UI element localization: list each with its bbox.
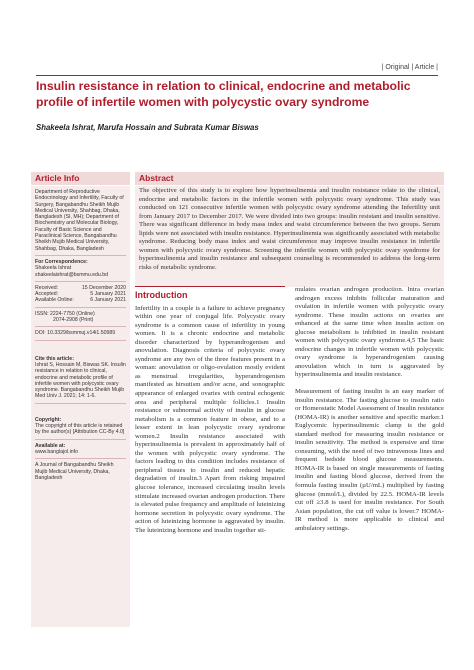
- available-label: Available at:: [35, 442, 66, 449]
- intro-paragraph: Measurement of fasting insulin is an easy marker of insulin resistance. The fasting glucose to insulin ratio or Homeostatic Model Assessment of Insulin resistance (HOMA-IR) is another sensitive and specific marker.1 Euglycemic hyperinsulinemic clamp is the gold standard method for measuring insulin resistance or insulin sensitivity. The method is expensive and time consuming, with the need of two intravenous lines and frequent bedside blood glucose measurements. HOMA-IR is based on single measurements of fasting insulin and fasting blood glucose, derived from the formula fasting insulin (µU/mL) multiplied by fasting glucose (mmol/L), divided by 22.5. HOMA-IR levels cut off ≥3.8 is used for insulin resistance. For South Asian population, the cut off value is lower.7 HOMA-IR method is more applicable to clinical and ambulatory settings.: [295, 388, 444, 532]
- intro-rule: [135, 286, 285, 287]
- article-type-prefix: | Original |: [381, 64, 415, 71]
- article-type-label: Article: [414, 64, 435, 71]
- introduction-heading: Introduction: [135, 290, 188, 300]
- intro-column-left: [135, 286, 285, 535]
- article-type-tag: [382, 64, 438, 71]
- date-row: Available Online: 6 January 2021: [35, 297, 126, 304]
- divider: [35, 458, 126, 459]
- copyright-text: The copyright of this article is retained by the author(s) [Attribution CC-By 4.0]: [35, 423, 125, 436]
- divider: [35, 439, 126, 440]
- article-info-heading: Article Info: [31, 172, 130, 185]
- abstract-heading: Abstract: [135, 172, 444, 185]
- abstract-panel: [135, 186, 444, 287]
- correspondence-email[interactable]: shakeelaishrat@bsmmu.edu.bd: [35, 271, 109, 278]
- date-row: Accepted: 5 January 2021: [35, 291, 126, 298]
- article-type-suffix: |: [434, 64, 438, 71]
- intro-paragraph: mulates ovarian androgen production. Intra ovarian androgen excess inhibits follicular maturation and ovulation in infertile women with polycystic ovary syndrome. These insulin actions on ovaries are enhanced at the same time when insulin action on glucose metabolism is inhibited in insulin resistant women with polycystic ovary syndrome.4,5 The basic endocrine changes in infertile women with polycystic ovary syndrome is hyperandrogenism causing anovulation which in turn is aggravated by hyperinsulinemia and insulin resistance.: [295, 286, 444, 379]
- cite-text: Ishrat S, Hossain M, Biswas SK. Insulin resistance in relation to clinical, endocrine and metabolic profile of infertile women with polycystic ovary syndrome. Bangabandhu Sheikh Mujib Med Univ J. 2021; 14: 1-6.: [35, 361, 126, 400]
- divider: [35, 326, 126, 327]
- header-rule: [36, 75, 438, 76]
- available-url[interactable]: www.banglajol.info: [35, 448, 78, 455]
- date-row: Received: 15 December 2020: [35, 284, 126, 291]
- cite-label: Cite this article:: [35, 355, 74, 362]
- author-list: Shakeela Ishrat, Marufa Hossain and Subrata Kumar Biswas: [36, 123, 259, 132]
- affiliation: Department of Reproductive Endocrinology and Infertility, Faculty of Surgery, Bangabandhu Sheikh Mujib Medical University, Shahbag, Dhaka, Bangladesh (SI, MH); Department of Biochemistry and Molecular Biology, Faculty of Basic Science and Paraclinical Science, Bangabandhu Sheikh Mujib Medical University, Shahbag, Dhaka, Bangladesh: [35, 189, 124, 252]
- abstract-text: The objective of this study is to explore how hyperinsulinemia and insulin resistance relate to the clinical, endocrine and metabolic factors in the infertile women with polycystic ovary syndrome. This study was conducted on 121 consecutive infertile women with polycystic ovary syndrome attending the Infertility unit from January 2017 to December 2017. We were divided into two groups: insulin resistant and insulin sensitive. There was significant difference in body mass index and waist circumference between the two groups. Serum lipids were not associated with insulin resistance. Hyperinsulinemia was significantly associated with metabolic syndrome. Reducing body mass index and waist circumference may improve insulin resistance in infertile women with polycystic ovary syndrome. Screening the infertile women with polycystic ovary syndrome for hyperinsulinemia and insulin resistance and subsequent counseling is recommended to address the long-term risks of metabolic syndrome.: [139, 187, 440, 271]
- intro-column-right: [295, 286, 444, 533]
- divider: [35, 403, 126, 404]
- divider: [35, 307, 126, 308]
- copyright-label: Copyright:: [35, 416, 62, 423]
- correspondence-label: For Correspondence:: [35, 258, 88, 265]
- article-title: Insulin resistance in relation to clinical, endocrine and metabolic profile of infertile women with polycystic ovary syndrome: [36, 79, 411, 109]
- article-info-panel: [31, 186, 130, 627]
- correspondence-name: Shakeela Ishrat: [35, 265, 72, 272]
- journal-note: A Journal of Bangabandhu Sheikh Mujib Medical University, Dhaka, Bangladesh: [35, 462, 114, 481]
- divider: [35, 281, 126, 282]
- issn-online: ISSN: 2224-7750 (Online): [35, 310, 95, 317]
- intro-paragraph: Infertility in a couple is a failure to achieve pregnancy within one year of conjugal life. Polycystic ovary syndrome is a common cause of infertility in young women. It is a chronic endocrine and metabolic disorder characterized by hyperandrogenism and anovulation. Diagnosis criteria of polycystic ovary syndrome are any two of the three features present in a woman: anovulation or oligo-ovulation mostly evident as menstrual irregularities, hyperandrogenism manifested as hirsutism and/or acne, and sonographic appearance of enlarged ovaries with central echogenic area and peripheral multiple follicles.1 Insulin resistance or subnormal activity of insulin in glucose metabolism is a common feature in obese, and to a lesser extent in lean polycystic ovary syndrome women.2 Insulin resistance associated with hyperinsulinemia is prevalent in approximately half of the women with polycystic ovary syndrome. The factors leading to this condition includes resistance of peripheral tissues to insulin and reduced hepatic degradation of insulin.3 Apart from risking impaired glucose tolerance, increased circulating insulin levels stimulate increased ovarian androgen production. There is elevated pulse frequency and amplitude of luteinizing hormone secretion in polycystic ovary syndrome. The action of luteinizing hormone is aggravated by insulin. The luteinizing hormone and insulin together sti-: [135, 304, 285, 534]
- divider: [35, 255, 126, 256]
- doi[interactable]: DOI: 10.3329/bsmmuj.v14i1.50989: [35, 330, 116, 337]
- issn-print: 2074-2908 (Print): [53, 317, 94, 324]
- divider: [35, 340, 126, 341]
